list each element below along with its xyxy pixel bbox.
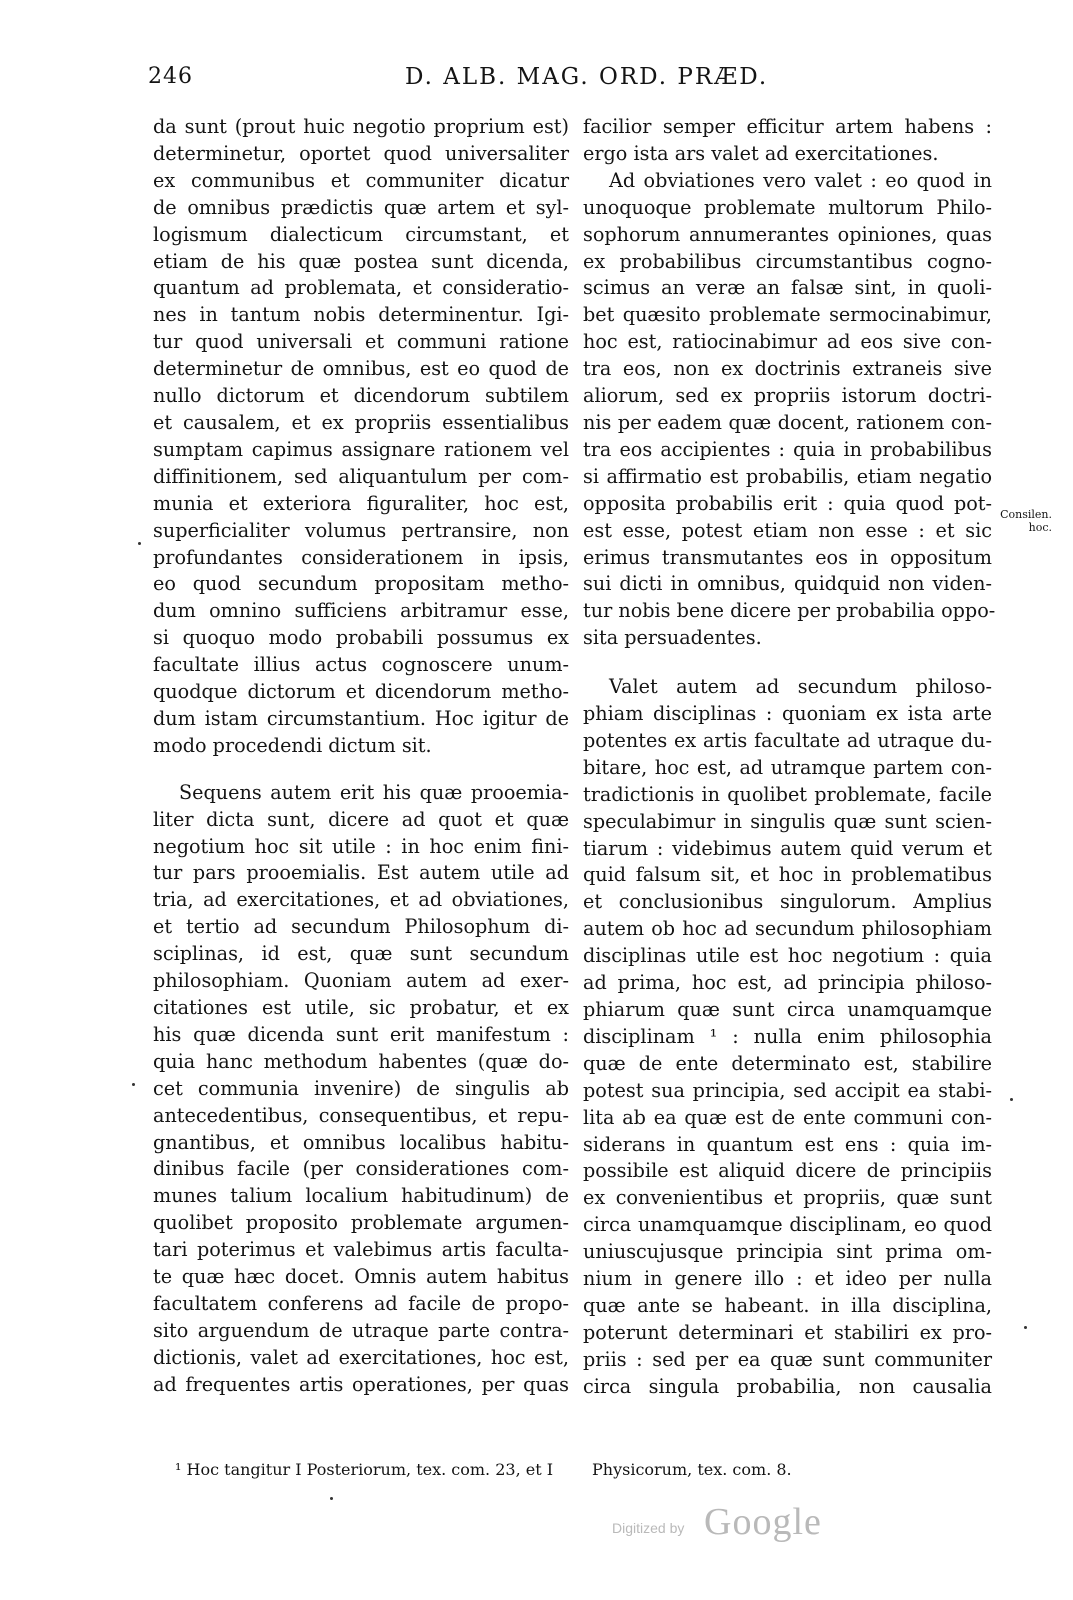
left-column <box>153 114 569 1399</box>
text-line: tra eos accipientes : quia in probabilibus <box>583 437 992 461</box>
print-speck <box>132 1083 135 1086</box>
text-line: quodque dictorum et dicendorum metho- <box>153 680 569 704</box>
print-speck <box>330 1497 333 1500</box>
text-line: circa unamquamque disciplinam, eo quod <box>583 1213 992 1237</box>
text-line: negotium hoc sit utile : in hoc enim fini- <box>153 834 569 858</box>
text-line: cet communia invenire) de singulis ab <box>153 1076 569 1100</box>
text-line: scimus an veræ an falsæ sint, in quoli- <box>583 276 992 300</box>
text-line: sita persuadentes. <box>583 626 762 650</box>
text-line: disciplinas utile est hoc negotium : quia <box>583 944 992 968</box>
text-line: eo quod secundum propositam metho- <box>153 572 569 596</box>
right-paragraph-2 <box>583 168 996 652</box>
text-line: lita ab ea quæ est de ente communi con- <box>583 1105 992 1129</box>
print-speck <box>1010 1098 1013 1101</box>
text-line: bet quæsito problemate sermocinabimur, <box>583 303 992 327</box>
text-line: quid falsum sit, et hoc in problematibus <box>583 863 992 887</box>
text-line: opposita probabilis erit : quia quod pot- <box>583 491 992 515</box>
text-line: da sunt (prout huic negotio proprium est) <box>153 115 569 138</box>
left-paragraph-1 <box>153 114 569 760</box>
footnote-left: ¹ Hoc tangitur I Posteriorum, tex. com. 23, et I <box>175 1460 554 1479</box>
text-line: gnantibus, et omnibus localibus habitu- <box>153 1130 569 1154</box>
text-line: his quæ dicenda sunt erit manifestum : <box>153 1022 569 1046</box>
page-number: 246 <box>148 64 193 89</box>
text-line: et causalem, et ex propriis essentialibus <box>153 410 569 434</box>
running-title: D. ALB. MAG. ORD. PRÆD. <box>405 64 769 90</box>
text-line: autem ob hoc ad secundum philosophiam <box>583 917 992 941</box>
text-line: determinetur, oportet quod universaliter <box>153 141 569 165</box>
text-line: et conclusionibus singulorum. Amplius <box>583 890 992 914</box>
text-line: tur nobis bene dicere per probabilia oppo- <box>583 599 996 623</box>
text-line: quolibet proposito problemate argumen- <box>153 1211 569 1235</box>
text-line: citationes est utile, sic probatur, et ex <box>153 996 569 1019</box>
google-logo: Google <box>704 1501 822 1543</box>
text-line: phiam disciplinas : quoniam ex ista arte <box>583 702 992 726</box>
text-line: tiarum : videbimus autem quid verum et <box>583 836 992 860</box>
running-header <box>0 64 1073 98</box>
text-line: quæ de ente determinato est, stabilire <box>583 1051 992 1075</box>
text-line: Valet autem ad secundum philoso- <box>609 675 992 699</box>
text-line: Ad obviationes vero valet : eo quod in <box>609 168 992 192</box>
text-line: est esse, potest etiam non esse : et sic <box>583 518 992 542</box>
text-line: hoc est, ratiocinabimur ad eos sive con- <box>583 330 992 354</box>
text-line: nis per eadem quæ docent, rationem con- <box>583 410 992 434</box>
text-line: munes talium localium habitudinum) de <box>153 1184 569 1208</box>
text-line: ex communibus et communiter dicatur <box>153 168 569 192</box>
margin-note-line: Consilen. <box>1000 508 1052 521</box>
text-line: diffinitionem, sed aliquantulum per com- <box>153 464 569 488</box>
text-line: etiam de his quæ postea sunt dicenda, <box>153 249 569 273</box>
text-line: priis : sed per ea quæ sunt communiter <box>583 1347 992 1371</box>
watermark-prefix: Digitized by <box>612 1520 685 1536</box>
text-line: philosophiam. Quoniam autem ad exer- <box>153 969 569 993</box>
text-line: circa singula probabilia, non causalia <box>583 1374 992 1398</box>
right-column <box>583 114 996 1401</box>
text-line: tur quod universali et communi ratione <box>153 330 569 354</box>
print-speck <box>138 542 141 545</box>
text-line: ad frequentes artis operationes, per quas <box>153 1372 569 1396</box>
text-line: sui dicti in omnibus, quidquid non viden- <box>583 572 992 596</box>
text-line: sito arguendum de utraque parte contra- <box>153 1318 569 1342</box>
text-line: dinibus facile (per considerationes com- <box>153 1157 569 1181</box>
text-line: ad prima, hoc est, ad principia philoso- <box>583 971 992 995</box>
text-line: de omnibus prædictis quæ artem et syl- <box>153 195 569 219</box>
right-paragraph-1 <box>583 114 992 168</box>
text-line: bitare, hoc est, ad utramque partem con- <box>583 755 992 779</box>
text-line: modo procedendi dictum sit. <box>153 733 432 757</box>
left-paragraph-2 <box>153 780 569 1399</box>
text-line: sophorum annumerantes opiniones, quas <box>583 222 992 246</box>
text-line: potentes ex artis facultate ad utraque du- <box>583 728 992 752</box>
text-line: uniuscujusque principia sint prima om- <box>583 1240 992 1264</box>
text-line: antecedentibus, consequentibus, et repu- <box>153 1103 569 1127</box>
text-line: superficialiter volumus pertransire, non <box>153 518 569 542</box>
text-line: tur pars prooemialis. Est autem utile ad <box>153 861 569 885</box>
text-line: quantum ad problemata, et consideratio- <box>153 276 569 300</box>
digitized-by-watermark <box>612 1500 852 1544</box>
text-line: et tertio ad secundum Philosophum di- <box>153 915 569 939</box>
text-line: phiarum quæ sunt circa unamquamque <box>583 998 992 1021</box>
text-line: aliorum, sed ex propriis istorum doctri- <box>583 384 992 408</box>
text-line: tra eos, non ex doctrinis extraneis sive <box>583 357 992 381</box>
text-line: tria, ad exercitationes, et ad obviationes, <box>153 888 569 912</box>
text-line: sciplinas, id est, quæ sunt secundum <box>153 942 569 966</box>
text-line: dum istam circumstantium. Hoc igitur de <box>153 706 569 730</box>
text-line: nullo dictorum et dicendorum subtilem <box>153 384 569 408</box>
print-speck <box>1024 1326 1027 1329</box>
text-line: determinetur de omnibus, est eo quod de <box>153 357 569 381</box>
text-line: si quoquo modo probabili possumus ex <box>153 626 569 650</box>
text-line: facultate illius actus cognoscere unum- <box>153 653 569 677</box>
text-line: siderans in quantum est ens : quia im- <box>583 1132 992 1156</box>
text-line: dictionis, valet ad exercitationes, hoc est, <box>153 1345 569 1369</box>
margin-note <box>996 508 1052 534</box>
text-line: Sequens autem erit his quæ prooemia- <box>179 780 569 804</box>
margin-note-line: hoc. <box>1028 521 1052 534</box>
text-line: facilior semper efficitur artem habens : <box>583 115 992 138</box>
text-line: profundantes considerationem in ipsis, <box>153 545 569 569</box>
text-line: tari poterimus et valebimus artis faculta- <box>153 1238 569 1262</box>
text-line: logismum dialecticum circumstant, et <box>153 222 569 246</box>
text-line: munia et exteriora figuraliter, hoc est, <box>153 491 569 515</box>
text-line: quæ ante se habeant. in illa disciplina, <box>583 1293 992 1317</box>
text-line: quia hanc methodum habentes (quæ do- <box>153 1049 569 1073</box>
text-line: possibile est aliquid dicere de principiis <box>583 1159 992 1183</box>
text-line: erimus transmutantes eos in oppositum <box>583 545 992 569</box>
text-line: ex probabilibus circumstantibus cogno- <box>583 249 992 273</box>
footnote-right: Physicorum, tex. com. 8. <box>592 1460 792 1479</box>
text-line: tradictionis in quolibet problemate, facile <box>583 782 992 806</box>
text-line: dum omnino sufficiens arbitramur esse, <box>153 599 569 623</box>
text-line: disciplinam ¹ : nulla enim philosophia <box>583 1024 992 1048</box>
text-line: ergo ista ars valet ad exercitationes. <box>583 141 939 165</box>
right-paragraph-3 <box>583 674 992 1400</box>
text-line: poterunt determinari et stabiliri ex pro- <box>583 1320 992 1344</box>
text-line: nes in tantum nobis determinentur. Igi- <box>153 303 569 327</box>
text-line: nium in genere illo : et ideo per nulla <box>583 1267 992 1291</box>
text-line: potest sua principia, sed accipit ea stabi- <box>583 1078 992 1102</box>
text-line: unoquoque problemate multorum Philo- <box>583 195 992 219</box>
text-line: facultatem conferens ad facile de propo- <box>153 1291 569 1315</box>
text-line: te quæ hæc docet. Omnis autem habitus <box>153 1265 569 1289</box>
text-line: liter dicta sunt, dicere ad quot et quæ <box>153 807 569 831</box>
text-line: speculabimur in singulis quæ sunt scien- <box>583 809 992 833</box>
text-line: si affirmatio est probabilis, etiam negatio <box>583 464 992 488</box>
text-line: sumptam capimus assignare rationem vel <box>153 437 569 461</box>
text-line: ex convenientibus et propriis, quæ sunt <box>583 1186 992 1210</box>
